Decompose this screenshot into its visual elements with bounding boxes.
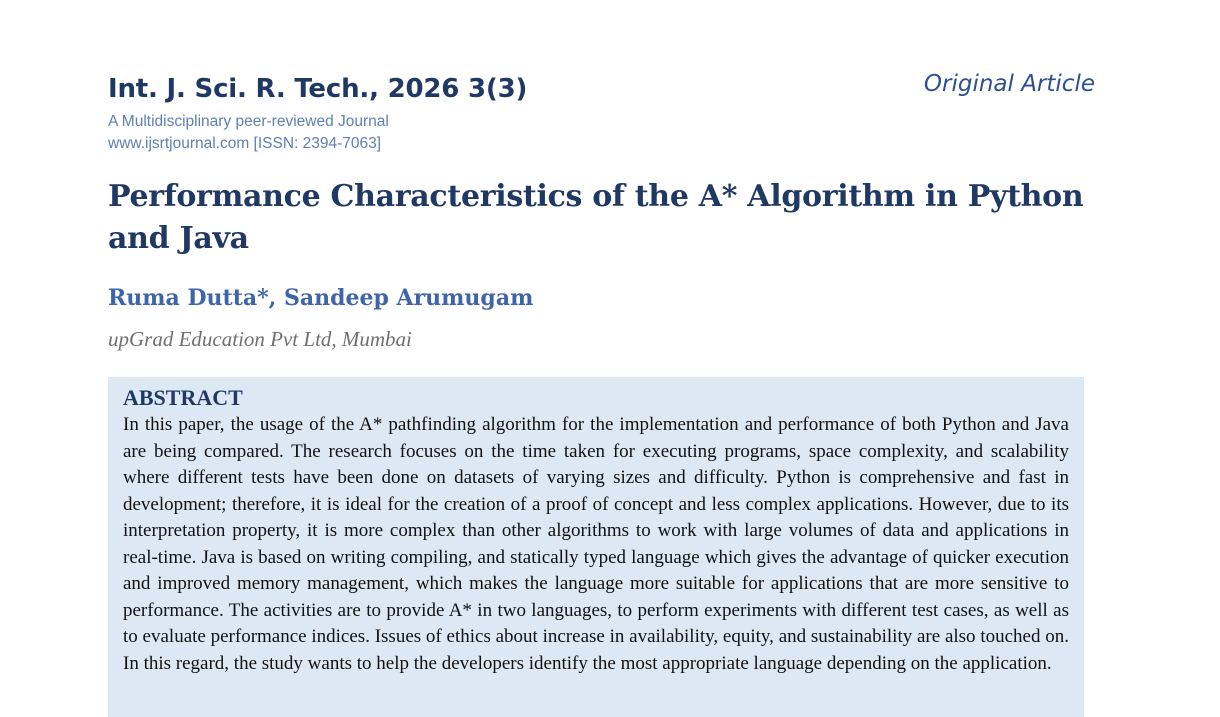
- author-affiliation: upGrad Education Pvt Ltd, Mumbai: [108, 327, 412, 351]
- journal-name: Int. J. Sci. R. Tech., 2026 3(3): [108, 74, 528, 104]
- article-type-label: Original Article: [923, 71, 1095, 97]
- journal-tagline: A Multidisciplinary peer-reviewed Journal: [108, 113, 389, 130]
- journal-website: www.ijsrtjournal.com [ISSN: 2394-7063]: [108, 135, 382, 152]
- abstract-section: [108, 377, 1084, 717]
- paper-title: Performance Characteristics of the A* Algorithm in Python and Java: [108, 179, 1084, 256]
- abstract-heading: ABSTRACT: [123, 385, 243, 410]
- author-list: Ruma Dutta*, Sandeep Arumugam: [108, 285, 534, 311]
- abstract-text: In this paper, the usage of the A* pathfinding algorithm for the implementation and performance of both Python and Java are being compared. The research focuses on the time taken for executing programs, space complexity, and scalability where different tests have been done on datasets of varying sizes and difficulty. Python is comprehensive and fast in development; therefore, it is ideal for the creation of a proof of concept and less complex applications. However, due to its interpretation property, it is more complex than other algorithms to work with large volumes of data and applications in real-time. Java is based on writing compiling, and statically typed language which gives the advantage of quicker execution and improved memory management, which makes the language more suitable for applications that are more sensitive to performance. The activities are to provide A* in two languages, to perform experiments with different test cases, as well as to evaluate performance indices. Issues of ethics about increase in availability, equity, and sustainability are also touched on. In this regard, the study wants to help the developers identify the most appropriate language depending on the application.: [123, 414, 1069, 674]
